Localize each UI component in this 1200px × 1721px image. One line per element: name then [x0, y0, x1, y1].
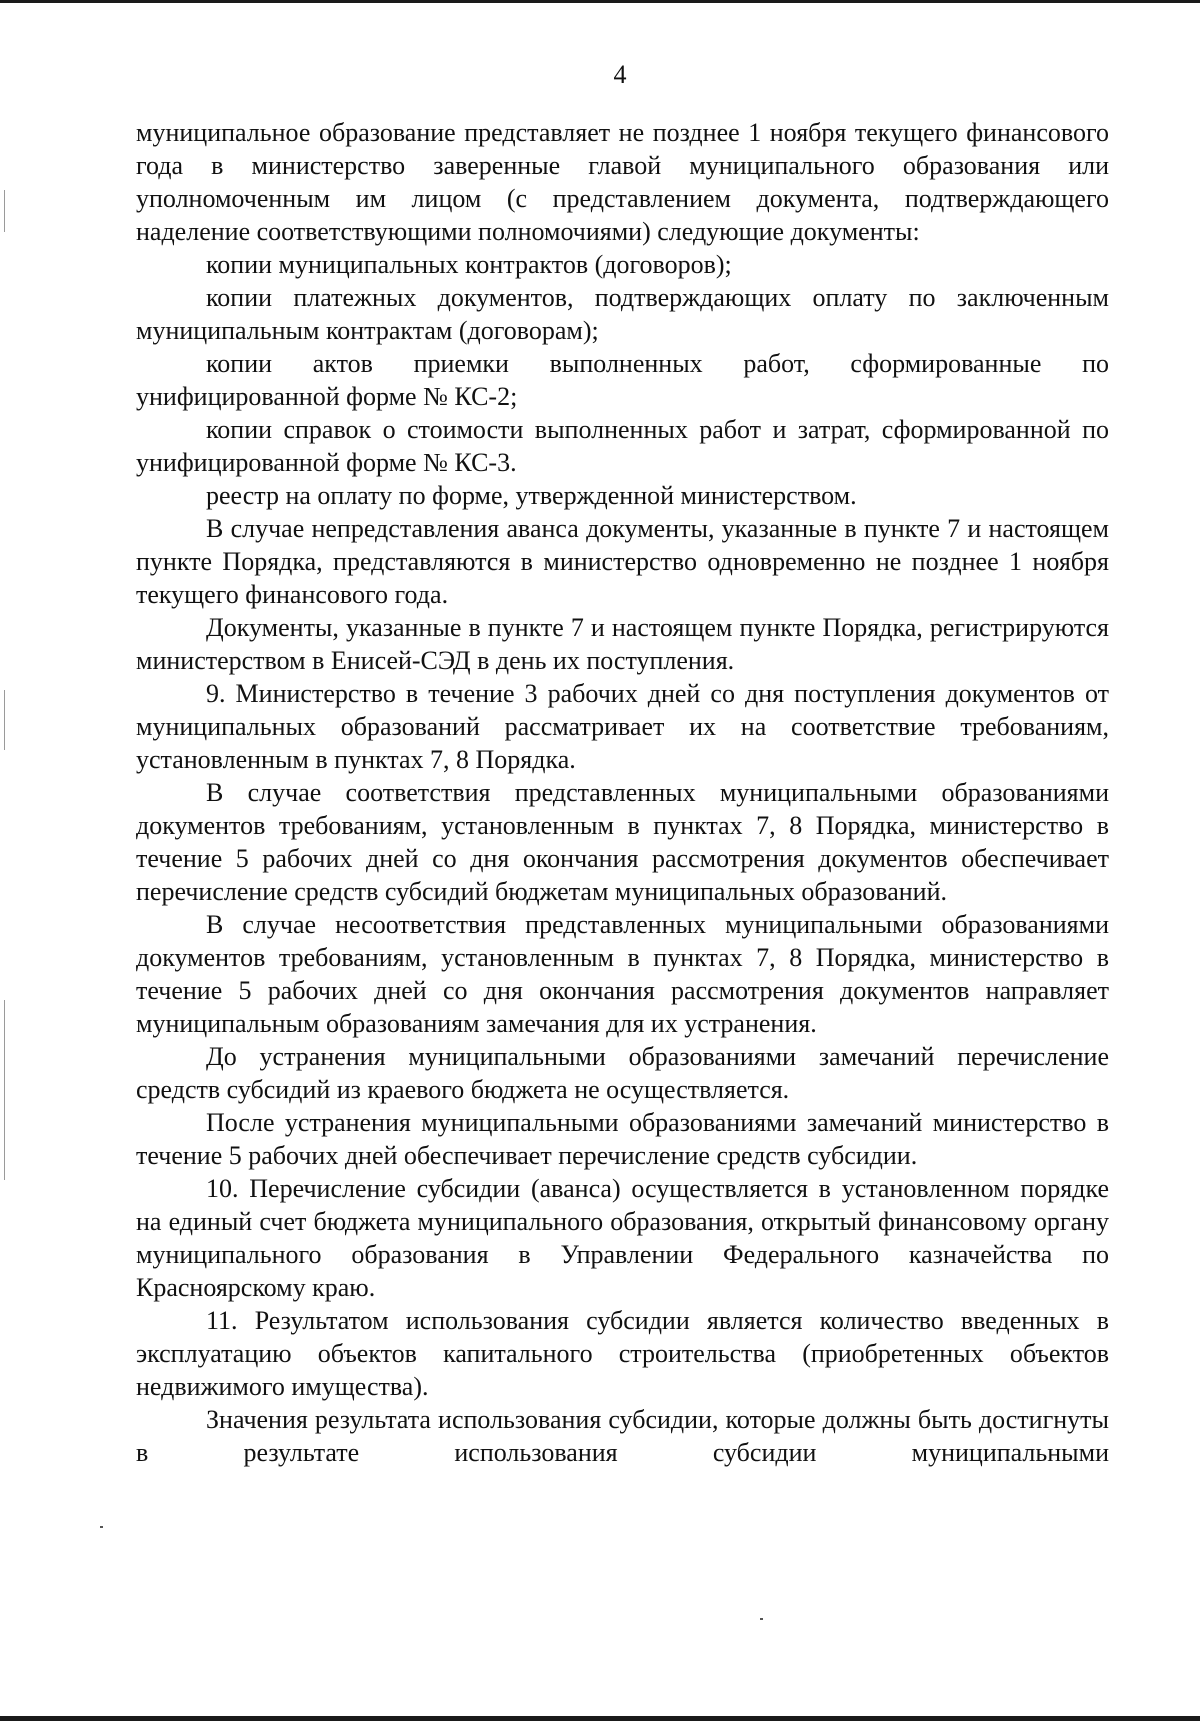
paragraph: 10. Перечисление субсидии (аванса) осуществляется в установленном порядке на единый счет бюджета муниципального образования, открытый финансовому органу муниципального образования в Управлении Федерального казначейства по Красноярскому краю. — [136, 1174, 1109, 1302]
paragraph: До устранения муниципальными образованиями замечаний перечисление средств субсидий из краевого бюджета не осуществляется. — [136, 1042, 1109, 1104]
scan-speck — [100, 1526, 103, 1528]
paragraph: После устранения муниципальными образованиями замечаний министерство в течение 5 рабочих дней обеспечивает перечисление средств субсидии. — [136, 1108, 1109, 1170]
document-body — [136, 116, 1109, 1469]
page-number: 4 — [613, 60, 627, 89]
scan-bottom-edge — [0, 1716, 1200, 1721]
paragraph: копии муниципальных контрактов (договоров); — [206, 250, 732, 279]
scan-left-mark — [4, 190, 5, 232]
scan-speck — [760, 1618, 763, 1620]
paragraph: копии платежных документов, подтверждающих оплату по заключенным муниципальным контрактам (договорам); — [136, 283, 1109, 345]
scan-top-edge — [0, 0, 1200, 3]
paragraph: реестр на оплату по форме, утвержденной министерством. — [206, 481, 857, 510]
paragraph: 9. Министерство в течение 3 рабочих дней со дня поступления документов от муниципальных образований рассматривает их на соответствие требованиям, установленным в пунктах 7, 8 Порядка. — [136, 679, 1109, 774]
scan-left-mark — [4, 1000, 5, 1180]
scan-left-mark — [4, 690, 5, 750]
paragraph: Документы, указанные в пункте 7 и настоящем пункте Порядка, регистрируются министерством в Енисей-СЭД в день их поступления. — [136, 613, 1109, 675]
paragraph: 11. Результатом использования субсидии является количество введенных в эксплуатацию объектов капитального строительства (приобретенных объектов недвижимого имущества). — [136, 1306, 1109, 1401]
paragraph: В случае непредставления аванса документы, указанные в пункте 7 и настоящем пункте Порядка, представляются в министерство одновременно не позднее 1 ноября текущего финансового года. — [136, 514, 1109, 609]
paragraph: В случае соответствия представленных муниципальными образованиями документов требованиям, установленным в пунктах 7, 8 Порядка, министерство в течение 5 рабочих дней со дня окончания рассмотрения документов обеспечивает перечисление средств субсидий бюджетам муниципальных образований. — [136, 778, 1109, 906]
paragraph: муниципальное образование представляет не позднее 1 ноября текущего финансового года в министерство заверенные главой муниципального образования или уполномоченным им лицом (с представлением документа, подтверждающего наделение соответствующими полномочиями) следующие документы: — [136, 118, 1109, 246]
paragraph: Значения результата использования субсидии, которые должны быть достигнуты в результате использования субсидии муниципальными — [136, 1405, 1109, 1467]
paragraph: копии справок о стоимости выполненных работ и затрат, сформированной по унифицированной форме № КС-3. — [136, 415, 1109, 477]
paragraph: В случае несоответствия представленных муниципальными образованиями документов требованиям, установленным в пунктах 7, 8 Порядка, министерство в течение 5 рабочих дней со дня окончания рассмотрения документов направляет муниципальным образованиям замечания для их устранения. — [136, 910, 1109, 1038]
paragraph: копии актов приемки выполненных работ, сформированные по унифицированной форме № КС-2; — [136, 349, 1109, 411]
